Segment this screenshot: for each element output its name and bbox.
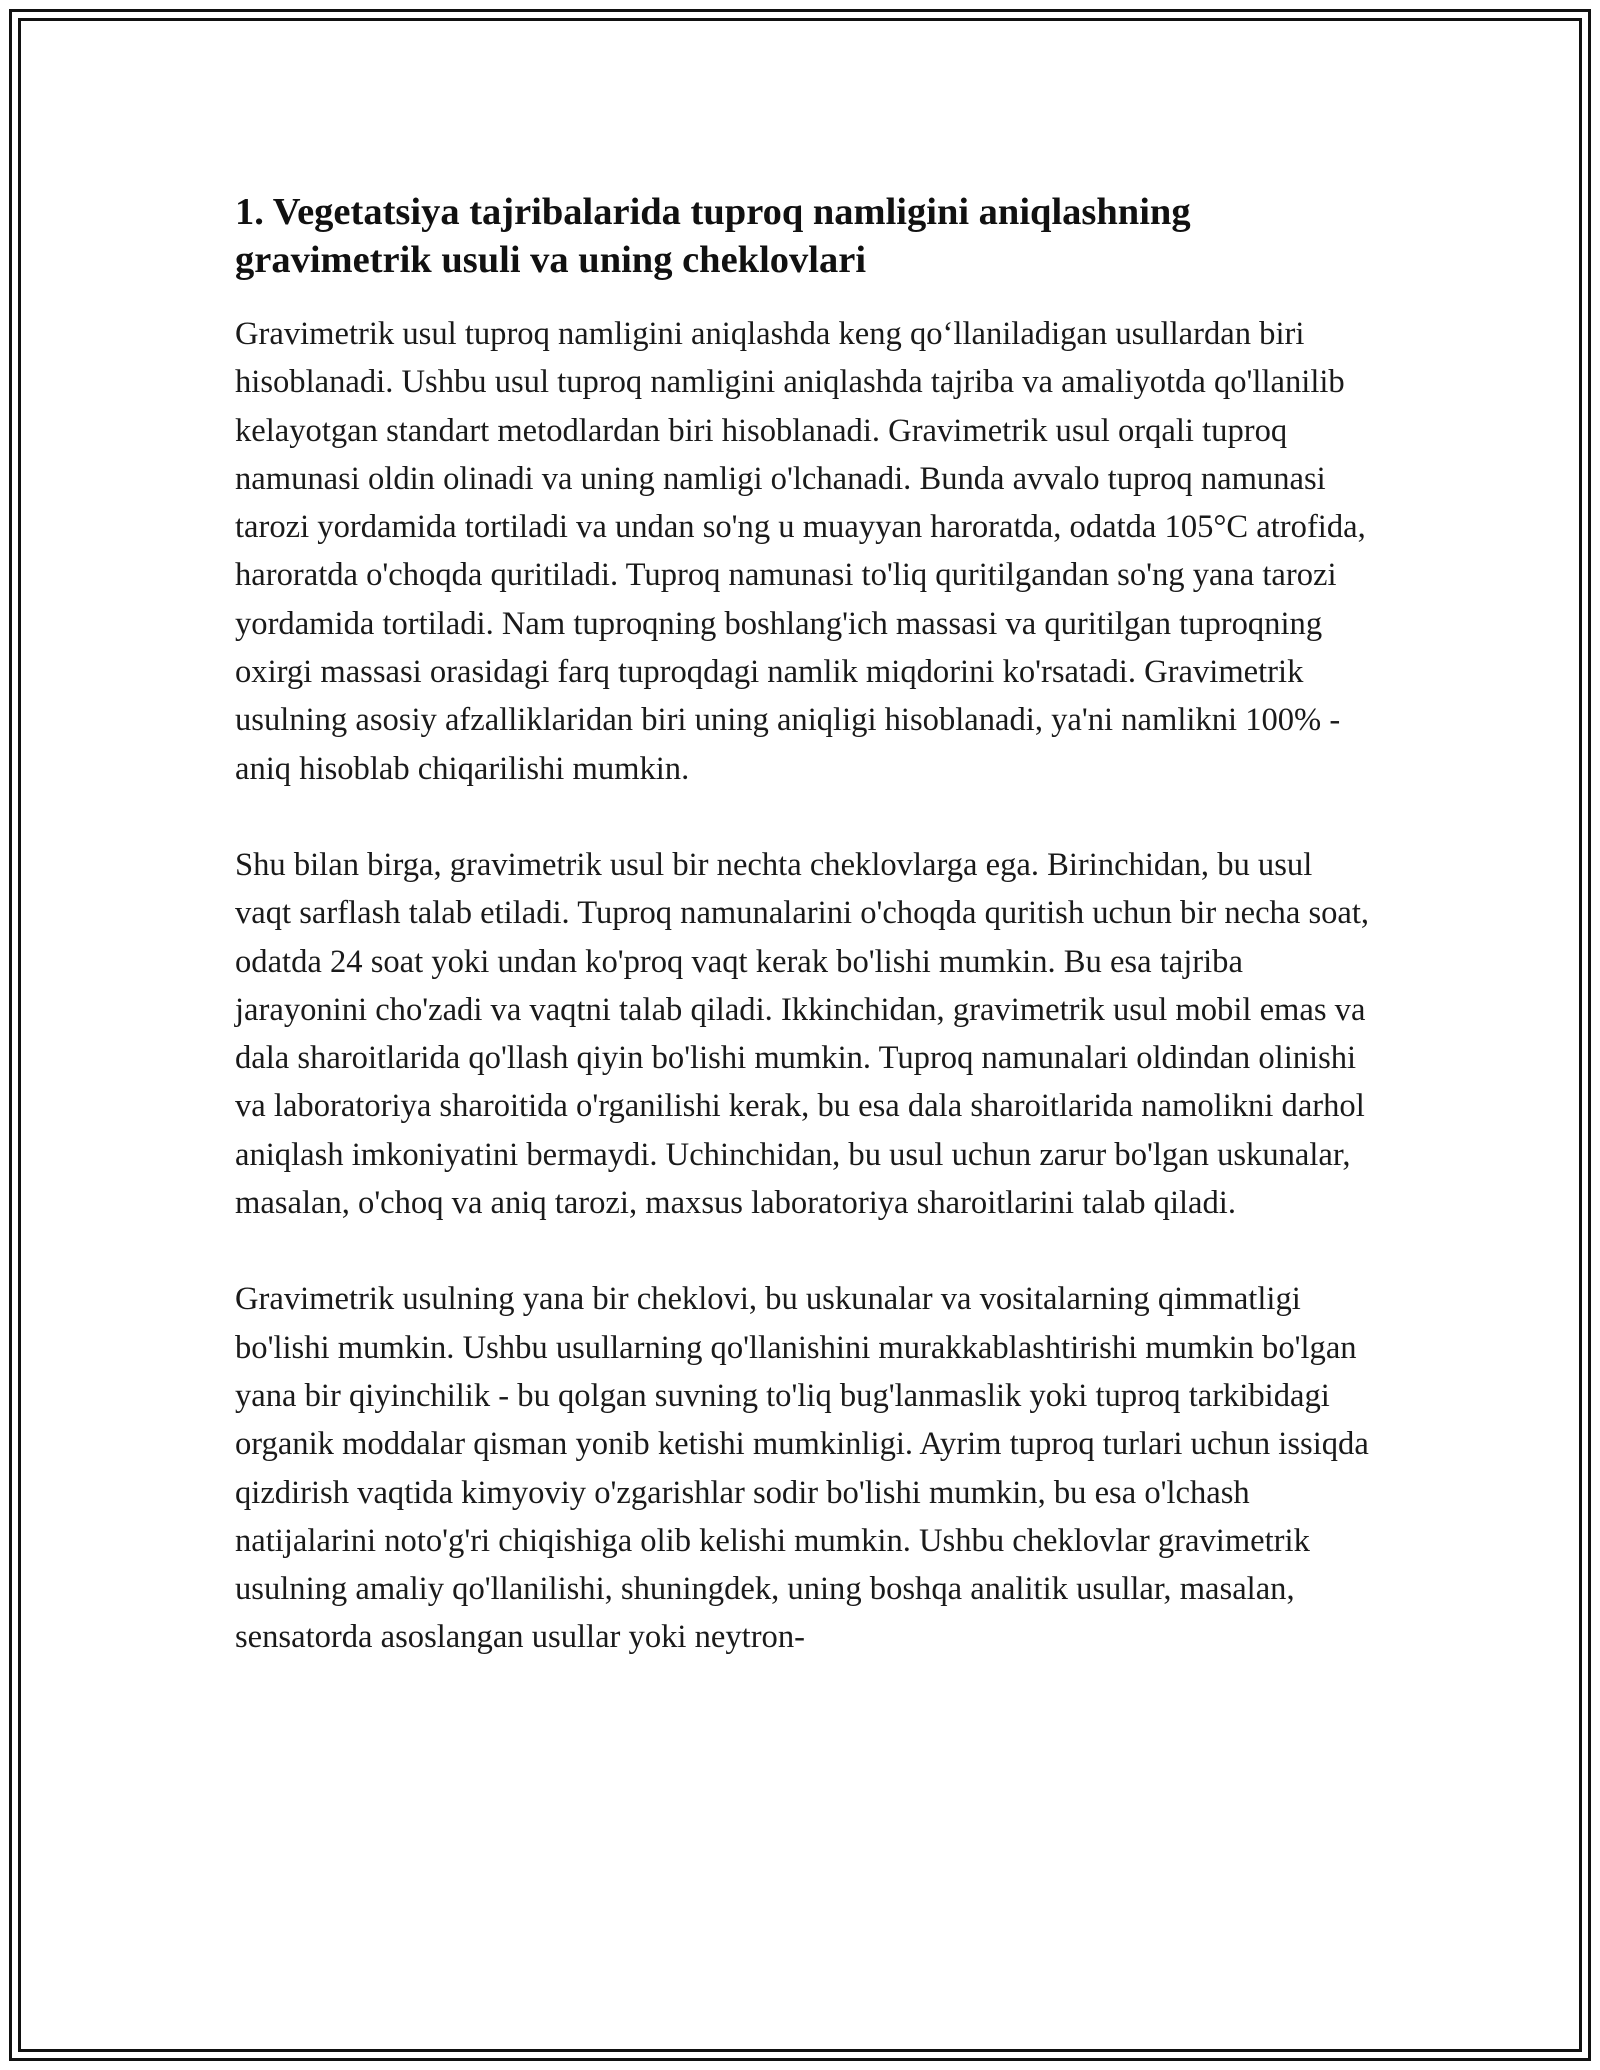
document-body: [235, 188, 1375, 1710]
section-heading: 1. Vegetatsiya tajribalarida tuproq namligini aniqlashning gravimetrik usuli va uning cheklovlari: [235, 191, 1191, 281]
paragraph-3: Gravimetrik usulning yana bir cheklovi, bu uskunalar va vositalarning qimmatligi bo'lishi mumkin. Ushbu usullarning qo'llanishini murakkablashtirishi mumkin bo'lgan yana bir qiyinchilik - bu qolgan suvning to'liq bug'lanmaslik yoki tuproq tarkibidagi organik moddalar qisman yonib ketishi mumkinligi. Ayrim tuproq turlari uchun issiqda qizdirish vaqtida kimyoviy o'zgarishlar sodir bo'lishi mumkin, bu esa o'lchash natijalarini noto'g'ri chiqishiga olib kelishi mumkin. Ushbu cheklovlar gravimetrik usulning amaliy qo'llanilishi, shuningdek, uning boshqa analitik usullar, masalan, sensatorda asoslangan usullar yoki neytron-: [235, 1281, 1369, 1656]
paragraph-1: Gravimetrik usul tuproq namligini aniqlashda keng qo‘llaniladigan usullardan biri hisoblanadi. Ushbu usul tuproq namligini aniqlashda tajriba va amaliyotda qo'llanilib kelayotgan standart metodlardan biri hisoblanadi. Gravimetrik usul orqali tuproq namunasi oldin olinadi va uning namligi o'lchanadi. Bunda avvalo tuproq namunasi tarozi yordamida tortiladi va undan so'ng u muayyan haroratda, odatda 105°C atrofida, haroratda o'choqda quritiladi. Tuproq namunasi to'liq quritilgandan so'ng yana tarozi yordamida tortiladi. Nam tuproqning boshlang'ich massasi va quritilgan tuproqning oxirgi massasi orasidagi farq tuproqdagi namlik miqdorini ko'rsatadi. Gravimetrik usulning asosiy afzalliklaridan biri uning aniqligi hisoblanadi, ya'ni namlikni 100% - aniq hisoblab chiqarilishi mumkin.: [235, 316, 1366, 787]
paragraph-2: Shu bilan birga, gravimetrik usul bir nechta cheklovlarga ega. Birinchidan, bu usul vaqt sarflash talab etiladi. Tuproq namunalarini o'choqda quritish uchun bir necha soat, odatda 24 soat yoki undan ko'proq vaqt kerak bo'lishi mumkin. Bu esa tajriba jarayonini cho'zadi va vaqtni talab qiladi. Ikkinchidan, gravimetrik usul mobil emas va dala sharoitlarida qo'llash qiyin bo'lishi mumkin. Tuproq namunalari oldindan olinishi va laboratoriya sharoitida o'rganilishi kerak, bu esa dala sharoitlarida namolikni darhol aniqlash imkoniyatini bermaydi. Uchinchidan, bu usul uchun zarur bo'lgan uskunalar, masalan, o'choq va aniq tarozi, maxsus laboratoriya sharoitlarini talab qiladi.: [235, 846, 1370, 1222]
